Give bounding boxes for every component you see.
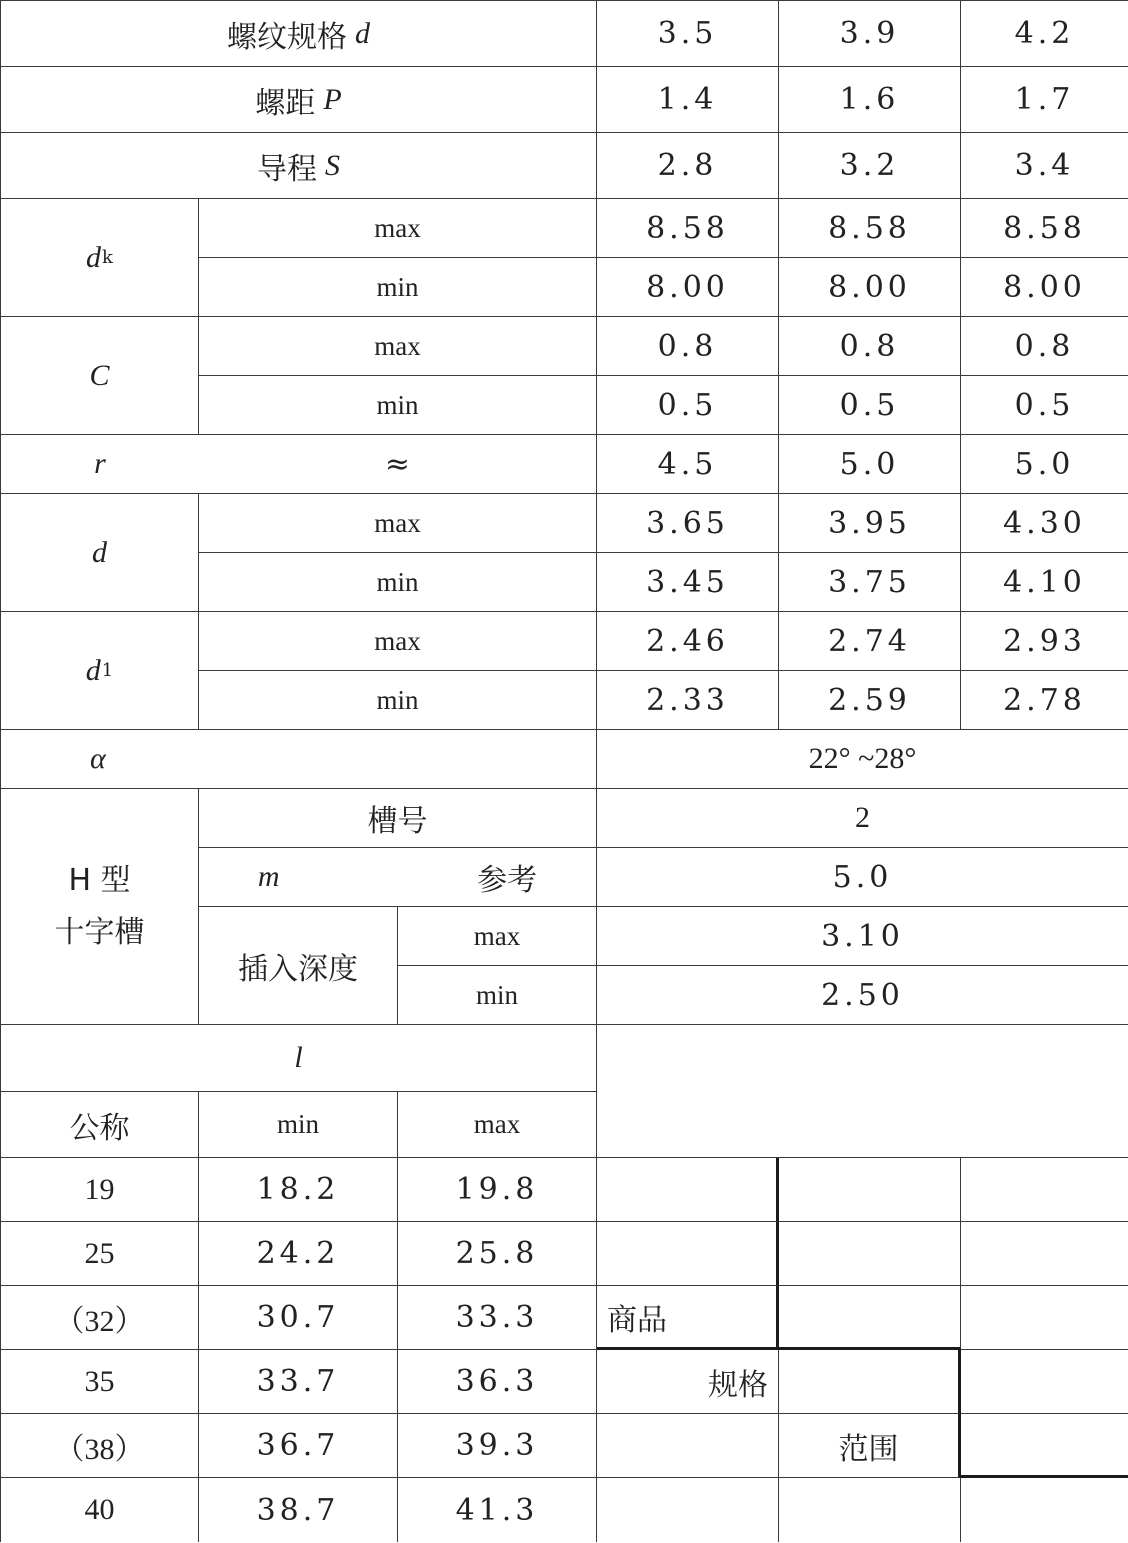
d1-max-value-1: 2.46 xyxy=(597,612,779,671)
length-max-5: 39.3 xyxy=(398,1414,597,1478)
range-cell xyxy=(779,1222,961,1286)
thread-spec-label: 螺纹规格 xyxy=(227,19,347,55)
insertion-depth-label: 插入深度 xyxy=(199,907,398,1025)
pitch-symbol: P xyxy=(323,82,342,116)
cross-recess-label-line1: H 型 xyxy=(68,862,131,898)
pitch-label: 螺距 xyxy=(255,85,316,121)
insertion-depth-min-label: min xyxy=(398,966,597,1025)
c-max-value-3: 0.8 xyxy=(961,317,1128,376)
d1-subscript: 1 xyxy=(101,660,114,681)
m-value: 5.0 xyxy=(597,848,1128,907)
r-value-3: 5.0 xyxy=(961,435,1128,494)
range-cell xyxy=(961,1222,1128,1286)
length-max-4: 36.3 xyxy=(398,1350,597,1414)
d1-max-value-2: 2.74 xyxy=(779,612,961,671)
length-max-6: 41.3 xyxy=(398,1478,597,1542)
r-approx: ≈ xyxy=(199,435,597,494)
lead-label: 导程 xyxy=(257,151,317,187)
c-min-value-1: 0.5 xyxy=(597,376,779,435)
d1-symbol-cell xyxy=(0,612,199,730)
range-cell xyxy=(597,1158,779,1222)
thread-spec-value-2: 3.9 xyxy=(779,0,961,67)
thread-spec-label-cell xyxy=(0,0,597,67)
length-header-blank xyxy=(597,1025,1128,1158)
m-symbol: m xyxy=(257,860,280,893)
range-note-word1: 商品 xyxy=(597,1286,779,1350)
insertion-depth-min-value: 2.50 xyxy=(597,966,1128,1025)
range-cell xyxy=(597,1478,779,1542)
range-cell xyxy=(779,1350,961,1414)
pitch-label-cell xyxy=(0,67,597,133)
length-max-2: 25.8 xyxy=(398,1222,597,1286)
thread-spec-value-1: 3.5 xyxy=(597,0,779,67)
dk-symbol-cell xyxy=(0,199,199,317)
length-max-label: max xyxy=(398,1092,597,1158)
dk-max-value-3: 8.58 xyxy=(961,199,1128,258)
d-min-value-2: 3.75 xyxy=(779,553,961,612)
range-cell xyxy=(961,1414,1128,1478)
slot-no-label: 槽号 xyxy=(199,789,597,848)
range-cell xyxy=(779,1158,961,1222)
d-max-label: max xyxy=(199,494,597,553)
dk-min-value-1: 8.00 xyxy=(597,258,779,317)
m-reference-cell xyxy=(199,848,597,907)
length-min-5: 36.7 xyxy=(199,1414,398,1478)
pitch-value-1: 1.4 xyxy=(597,67,779,133)
d-min-label: min xyxy=(199,553,597,612)
range-note-word3: 范围 xyxy=(779,1414,961,1478)
pitch-value-3: 1.7 xyxy=(961,67,1128,133)
length-symbol: l xyxy=(0,1025,597,1092)
d-max-value-1: 3.65 xyxy=(597,494,779,553)
length-min-4: 33.7 xyxy=(199,1350,398,1414)
length-nominal-3: （32） xyxy=(0,1286,199,1350)
d1-max-label: max xyxy=(199,612,597,671)
d1-min-value-2: 2.59 xyxy=(779,671,961,730)
dk-max-value-1: 8.58 xyxy=(597,199,779,258)
d1-min-value-3: 2.78 xyxy=(961,671,1128,730)
dk-subscript: k xyxy=(102,247,113,268)
alpha-symbol: α xyxy=(0,730,597,789)
range-cell xyxy=(961,1286,1128,1350)
length-min-6: 38.7 xyxy=(199,1478,398,1542)
length-min-2: 24.2 xyxy=(199,1222,398,1286)
d-max-value-2: 3.95 xyxy=(779,494,961,553)
slot-no-value: 2 xyxy=(597,789,1128,848)
range-cell xyxy=(779,1478,961,1542)
thread-spec-value-3: 4.2 xyxy=(961,0,1128,67)
d-min-value-3: 4.10 xyxy=(961,553,1128,612)
dk-symbol: d xyxy=(86,240,102,274)
length-nominal-5: （38） xyxy=(0,1414,199,1478)
d-max-value-3: 4.30 xyxy=(961,494,1128,553)
c-min-value-3: 0.5 xyxy=(961,376,1128,435)
range-cell xyxy=(597,1222,779,1286)
dk-min-value-2: 8.00 xyxy=(779,258,961,317)
range-cell xyxy=(779,1286,961,1350)
length-max-3: 33.3 xyxy=(398,1286,597,1350)
range-cell xyxy=(961,1158,1128,1222)
d-min-value-1: 3.45 xyxy=(597,553,779,612)
dk-min-label: min xyxy=(199,258,597,317)
lead-value-3: 3.4 xyxy=(961,133,1128,199)
insertion-depth-max-value: 3.10 xyxy=(597,907,1128,966)
lead-value-1: 2.8 xyxy=(597,133,779,199)
length-max-1: 19.8 xyxy=(398,1158,597,1222)
length-nominal-4: 35 xyxy=(0,1350,199,1414)
r-value-2: 5.0 xyxy=(779,435,961,494)
length-nominal-1: 19 xyxy=(0,1158,199,1222)
d1-max-value-3: 2.93 xyxy=(961,612,1128,671)
length-nominal-6: 40 xyxy=(0,1478,199,1542)
c-min-value-2: 0.5 xyxy=(779,376,961,435)
range-cell xyxy=(597,1414,779,1478)
d1-min-label: min xyxy=(199,671,597,730)
thread-spec-symbol: d xyxy=(355,16,370,50)
lead-symbol: S xyxy=(325,148,340,182)
length-min-label: min xyxy=(199,1092,398,1158)
range-cell xyxy=(961,1350,1128,1414)
m-reference-label: 参考 xyxy=(477,863,538,898)
d-symbol: d xyxy=(0,494,199,612)
c-max-value-1: 0.8 xyxy=(597,317,779,376)
r-value-1: 4.5 xyxy=(597,435,779,494)
range-note-word2: 规格 xyxy=(597,1350,779,1414)
c-max-value-2: 0.8 xyxy=(779,317,961,376)
c-min-label: min xyxy=(199,376,597,435)
length-nominal-label: 公称 xyxy=(0,1092,199,1158)
dk-max-value-2: 8.58 xyxy=(779,199,961,258)
alpha-value: 22° ~28° xyxy=(597,730,1128,789)
lead-value-2: 3.2 xyxy=(779,133,961,199)
length-nominal-2: 25 xyxy=(0,1222,199,1286)
cross-recess-label xyxy=(0,789,199,1025)
range-cell xyxy=(961,1478,1128,1542)
length-min-3: 30.7 xyxy=(199,1286,398,1350)
dk-max-label: max xyxy=(199,199,597,258)
r-symbol: r xyxy=(0,435,199,494)
cross-recess-label-line2: 十字槽 xyxy=(54,914,145,950)
c-symbol: C xyxy=(0,317,199,435)
pitch-value-2: 1.6 xyxy=(779,67,961,133)
d1-min-value-1: 2.33 xyxy=(597,671,779,730)
length-min-1: 18.2 xyxy=(199,1158,398,1222)
c-max-label: max xyxy=(199,317,597,376)
dk-min-value-3: 8.00 xyxy=(961,258,1128,317)
lead-label-cell xyxy=(0,133,597,199)
insertion-depth-max-label: max xyxy=(398,907,597,966)
d1-symbol: d xyxy=(85,653,101,687)
